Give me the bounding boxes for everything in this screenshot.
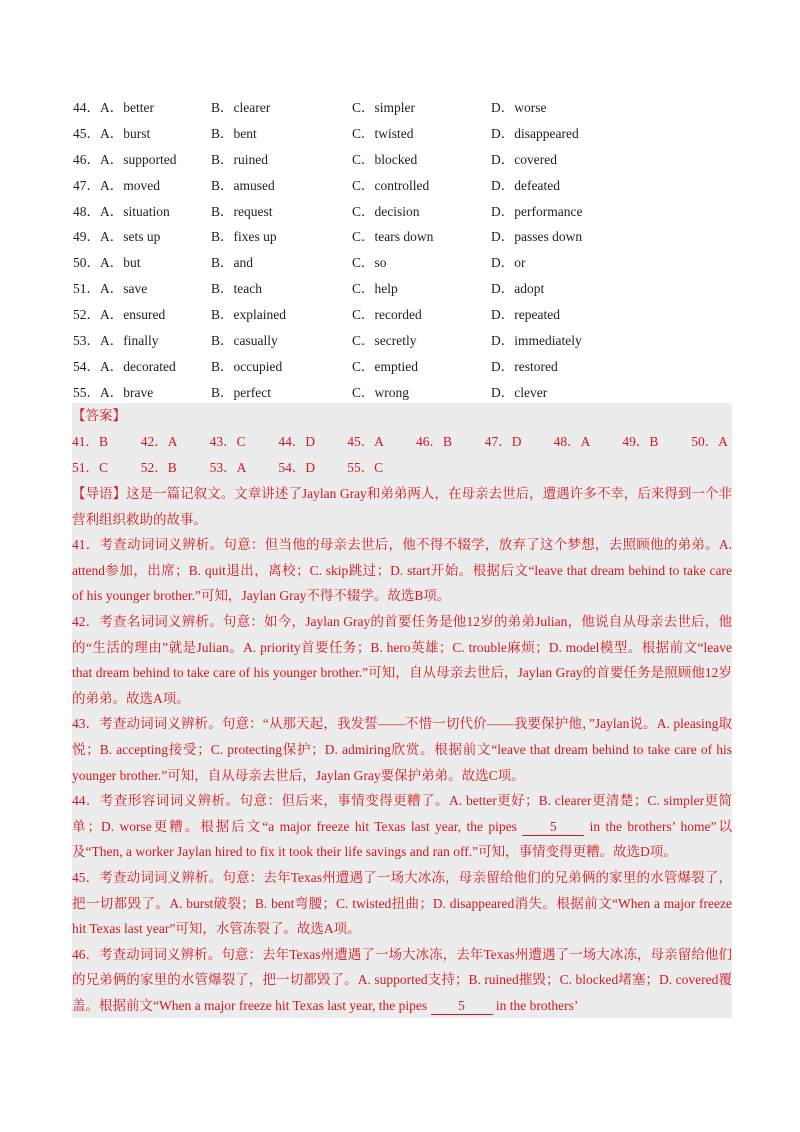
question-number: 52． [73, 307, 100, 323]
option-b: B．perfect [211, 384, 271, 400]
option-c: C．recorded [352, 307, 422, 323]
option-b: B．fixes up [211, 229, 277, 245]
answer-item: 53．A [209, 460, 247, 475]
option-c: C．wrong [352, 384, 409, 400]
explanation-44 [72, 788, 732, 865]
option-a-label: A．sets up [100, 229, 161, 245]
answer-item: 41．B [72, 434, 109, 449]
question-number: 55． [73, 384, 100, 400]
blank-5: 5 [522, 819, 584, 836]
question-number: 49． [73, 229, 100, 245]
option-d: D．clever [491, 384, 548, 400]
answer-item: 49．B [622, 434, 659, 449]
answer-heading: 【答案】 [72, 408, 126, 423]
question-number: 44． [73, 100, 100, 115]
option-b: B．and [211, 255, 253, 271]
option-b: B．occupied [211, 358, 283, 374]
question-number: 54． [73, 358, 100, 374]
option-c: C．decision [352, 203, 420, 219]
option-d: D．performance [491, 203, 583, 219]
explanation-44-rest: in the brothers’ home”以及“Then, a worker Jaylan hired to fix it took their life savings and ran off.”可知，事情变得更糟。故选D项。 [72, 818, 732, 860]
answer-item: 43．C [209, 434, 246, 449]
option-a [73, 276, 147, 302]
answer-section [72, 403, 732, 1018]
option-c: C．secretly [352, 333, 417, 349]
option-a-label: A．burst [100, 125, 151, 141]
option-row [73, 302, 733, 328]
option-d: D．disappeared [491, 125, 579, 141]
answer-item: 47．D [484, 434, 522, 449]
option-a [73, 380, 153, 406]
option-b: B．casually [211, 333, 278, 349]
option-d: D．adopt [491, 281, 545, 297]
answer-key-row-1 [72, 429, 732, 455]
option-row [73, 121, 733, 147]
option-row [73, 276, 733, 302]
question-number: 45． [73, 125, 100, 141]
option-a [73, 302, 165, 328]
option-a-label: A．brave [100, 384, 154, 400]
option-a [73, 147, 177, 173]
option-d: D．worse [491, 100, 547, 115]
explanation-41: 41．考查动词词义辨析。句意：但当他的母亲去世后，他不得不辍学，放弃了这个梦想，去照顾他的弟弟。A. attend参加，出席；B. quit退出，离校；C. skip跳过；D. start开始。根据后文“leave that dream behind to take care of his younger brother.”可知，Jaylan Gray不得不辍学。故选B项。 [72, 537, 732, 604]
option-a [73, 173, 160, 199]
explanation-46 [72, 942, 732, 1019]
option-d: D．immediately [491, 333, 582, 349]
option-a [73, 328, 159, 354]
option-row [73, 224, 733, 250]
option-a-label: A．decorated [100, 358, 176, 374]
option-row [73, 95, 733, 121]
option-a-label: A．finally [100, 333, 159, 349]
option-a [73, 250, 141, 276]
option-c: C．emptied [352, 358, 418, 374]
option-b: B．clearer [211, 100, 271, 115]
option-a-label: A．save [100, 281, 148, 297]
question-number: 46． [73, 151, 100, 167]
guide-paragraph: 【导语】这是一篇记叙文。文章讲述了Jaylan Gray和弟弟两人，在母亲去世后，遭遇许多不幸，后来得到一个非营利组织救助的故事。 [72, 486, 732, 527]
option-a-label: A．better [100, 100, 154, 115]
explanation-43: 43．考查动词词义辨析。句意：“从那天起，我发誓——不惜一切代价——我要保护他，”Jaylan说。A. pleasing取悦；B. accepting接受；C. protecting保护；D. admiring欣赏。根据前文“leave that dream behind to take care of his younger brother.”可知，自从母亲去世后，Jaylan Gray要保护弟弟。故选C项。 [72, 716, 732, 783]
options-table [73, 95, 733, 406]
option-d: D．covered [491, 151, 557, 167]
question-number: 48． [73, 203, 100, 219]
answer-item: 55．C [347, 460, 384, 475]
option-c: C．twisted [352, 125, 414, 141]
blank-5: 5 [431, 998, 493, 1015]
answer-item: 42．A [140, 434, 178, 449]
answer-item: 54．D [278, 460, 316, 475]
answer-item: 52．B [140, 460, 177, 475]
question-number: 47． [73, 177, 100, 193]
option-row [73, 250, 733, 276]
option-d: D．repeated [491, 307, 560, 323]
answer-key-row-2 [72, 455, 732, 481]
explanation-42: 42．考查名词词义辨析。句意：如今，Jaylan Gray的首要任务是他12岁的弟弟Julian，他说自从母亲去世后，他的“生活的理由”就是Julian。A. priority首要任务；B. hero英雄；C. trouble麻烦；D. model模型。根据前文“leave that dream behind to take care of his younger brother.”可知，自从母亲去世后，Jaylan Gray的首要任务是照顾他12岁的弟弟。故选A项。 [72, 613, 732, 706]
question-number: 51． [73, 281, 100, 297]
option-row [73, 147, 733, 173]
option-b: B．ruined [211, 151, 268, 167]
option-a [73, 354, 176, 380]
option-row [73, 328, 733, 354]
explanation-46-text: 46．考查动词词义辨析。句意：去年Texas州遭遇了一场大冰冻，去年Texas州遭遇了一场大冰冻，母亲留给他们的兄弟俩的家里的水管爆裂了，把一切都毁了。A. supported支持；B. ruined摧毁；C. blocked堵塞；D. covered覆盖。根据前文“When a major freeze hit Texas last year, the pipes [72, 946, 732, 1013]
option-b: B．bent [211, 125, 257, 141]
answer-item: 48．A [553, 434, 591, 449]
option-a [73, 224, 160, 250]
option-a [73, 95, 154, 121]
option-a-label: A．situation [100, 203, 170, 219]
option-a-label: A．but [100, 255, 141, 271]
explanation-44-text: 44．考查形容词词义辨析。句意：但后来，事情变得更糟了。A. better更好；B. clearer更清楚；C. simpler更简单；D. worse更糟。根据后文“a major freeze hit Texas last year, the pipes [72, 793, 732, 834]
option-b: B．teach [211, 281, 262, 297]
explanation-45: 45．考查动词词义辨析。句意：去年Texas州遭遇了一场大冰冻，母亲留给他们的兄弟俩的家里的水管爆裂了，把一切都毁了。A. burst破裂；B. bent弯腰；C. twisted扭曲；D. disappeared消失。根据前文“When a major freeze hit Texas last year”可知，水管冻裂了。故选A项。 [72, 869, 732, 937]
option-d: D．passes down [491, 229, 583, 245]
option-row [73, 173, 733, 199]
option-b: B．explained [211, 307, 286, 323]
answer-item: 45．A [347, 434, 384, 449]
option-d: D．restored [491, 358, 558, 374]
option-c: C．controlled [352, 177, 430, 193]
option-row [73, 354, 733, 380]
option-c: C．blocked [352, 151, 418, 167]
question-number: 53． [73, 333, 100, 349]
option-b: B．amused [211, 177, 275, 193]
option-a-label: A．ensured [100, 307, 166, 323]
option-row [73, 380, 733, 406]
option-c: C．so [352, 255, 387, 271]
option-a [73, 121, 150, 147]
explanation-46-rest: in the brothers’ [492, 997, 579, 1013]
option-d: D．or [491, 255, 526, 271]
option-c: C．help [352, 281, 398, 297]
option-c: C．tears down [352, 229, 434, 245]
answer-item: 44．D [278, 434, 316, 449]
option-row [73, 199, 733, 225]
option-a [73, 199, 170, 225]
option-b: B．request [211, 203, 273, 219]
answer-item: 51．C [72, 460, 109, 475]
answer-item: 50．A [691, 434, 728, 449]
option-a-label: A．supported [100, 151, 177, 167]
answer-item: 46．B [416, 434, 453, 449]
option-a-label: A．moved [100, 177, 160, 193]
option-d: D．defeated [491, 177, 560, 193]
question-number: 50． [73, 255, 100, 271]
option-c: C．simpler [352, 100, 415, 115]
